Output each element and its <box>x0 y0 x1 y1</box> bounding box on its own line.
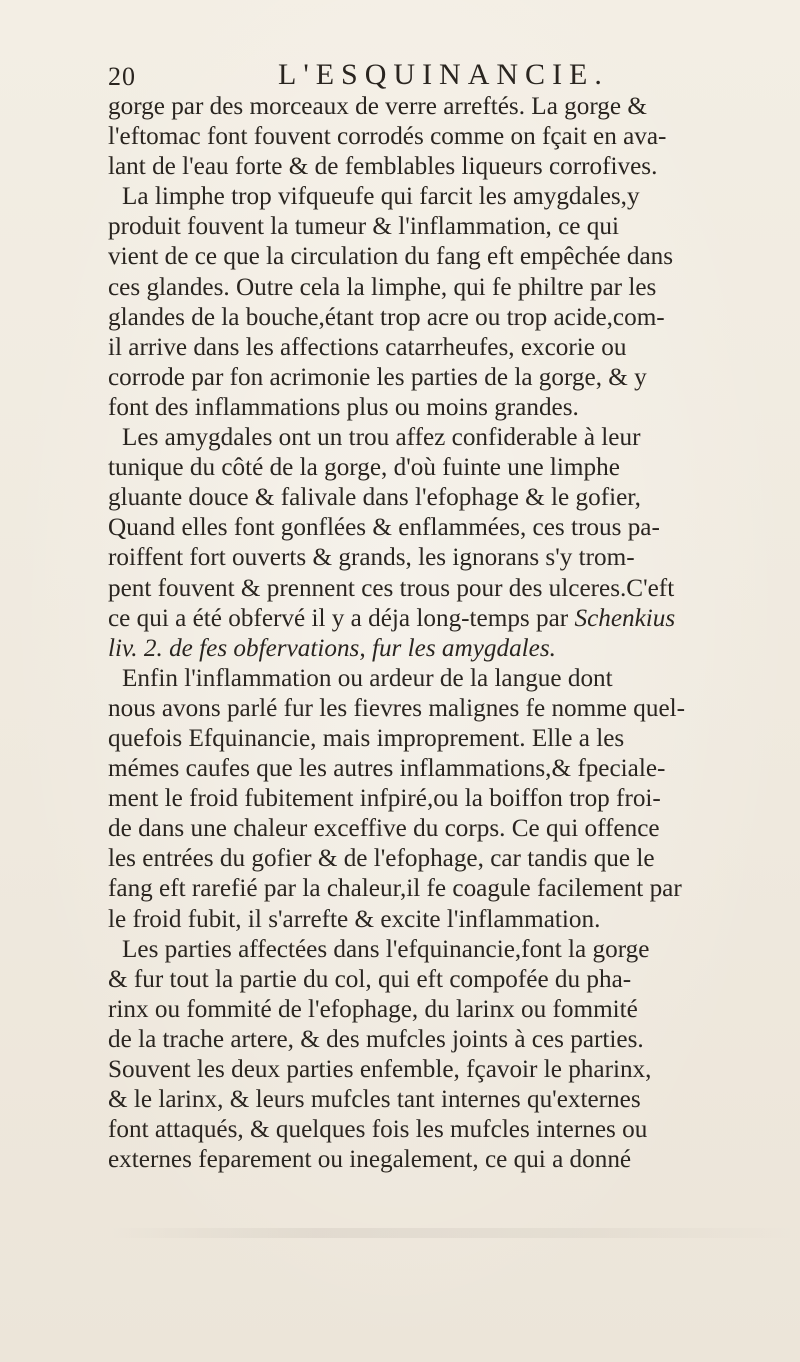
text-line <box>108 92 798 122</box>
text-line-content: fang eft rarefié par la chaleur,il fe coagule facilement par <box>108 875 682 903</box>
text-line-content: le froid fubit, il s'arrefte & excite l'inflammation. <box>108 905 601 933</box>
text-line <box>108 1055 798 1085</box>
text-line-content: & fur tout la partie du col, qui eft compofée du pha- <box>108 965 632 993</box>
text-line <box>108 1145 798 1175</box>
text-line <box>108 152 798 182</box>
text-line-content: Les parties affectées dans l'efquinancie,font la gorge <box>122 935 650 963</box>
text-line-content: tunique du côté de la gorge, d'où fuinte une limphe <box>108 454 620 482</box>
text-line <box>108 483 798 513</box>
text-line-content: rinx ou fommité de l'efophage, du larinx ou fommité <box>108 995 638 1023</box>
text-line <box>108 1115 798 1145</box>
text-line-content: ce qui a été obfervé il y a déja long-temps par <box>108 604 575 632</box>
text-line <box>108 182 798 212</box>
text-line-content: font des inflammations plus ou moins grandes. <box>108 393 579 421</box>
text-line <box>108 784 798 814</box>
text-line <box>108 333 798 363</box>
text-line <box>108 935 798 965</box>
text-line-content: nous avons parlé fur les fievres malignes fe nomme quel- <box>108 694 686 722</box>
text-line-content: Souvent les deux parties enfemble, fçavoir le pharinx, <box>108 1056 652 1083</box>
text-line-content: lant de l'eau forte & de femblables liqueurs corrofives. <box>108 153 658 181</box>
text-line-content: ment le froid fubitement infpiré,ou la boiffon trop froi- <box>108 785 661 813</box>
text-line-content: roiffent fort ouverts & grands, les ignorans s'y trom- <box>108 544 635 572</box>
text-line <box>108 242 798 272</box>
text-line <box>108 905 798 935</box>
text-line <box>108 543 798 573</box>
italic-reference: liv. 2. de fes obfervations, fur les amygdales. <box>108 634 556 662</box>
text-line-content: pent fouvent & prennent ces trous pour des ulceres.C'eft <box>108 574 675 602</box>
page-number: 20 <box>108 62 136 91</box>
text-line <box>108 1085 798 1115</box>
text-line-content: La limphe trop vifqueufe qui farcit les amygdales,y <box>122 183 640 211</box>
text-line-content: de dans une chaleur exceffive du corps. Ce qui offence <box>108 815 660 843</box>
body-text <box>108 92 798 1175</box>
text-line-content: externes feparement ou inegalement, ce qui a donné <box>108 1146 632 1174</box>
text-line-content: l'eftomac font fouvent corrodés comme on fçait en ava- <box>108 123 667 151</box>
text-line <box>108 513 798 543</box>
text-line <box>108 754 798 784</box>
text-line-content: gorge par des morceaux de verre arreftés. La gorge & <box>108 93 647 120</box>
text-line <box>108 874 798 904</box>
text-line <box>108 363 798 393</box>
text-line <box>108 634 798 664</box>
text-line <box>108 212 798 242</box>
text-line-content: font attaqués, & quelques fois les mufcles internes ou <box>108 1116 648 1144</box>
text-line <box>108 965 798 995</box>
text-line-content: corrode par fon acrimonie les parties de la gorge, & y <box>108 363 647 391</box>
text-line <box>108 724 798 754</box>
text-line-content: glandes de la bouche,étant trop acre ou trop acide,com- <box>108 303 665 331</box>
text-line <box>108 604 798 634</box>
text-line-content: de la trache artere, & des mufcles joints à ces parties. <box>108 1025 644 1053</box>
text-line-content: ces glandes. Outre cela la limphe, qui fe philtre par les <box>108 273 657 301</box>
text-line-content: gluante douce & falivale dans l'efophage & le gofier, <box>108 484 641 512</box>
text-line <box>108 453 798 483</box>
text-line-content: les entrées du gofier & de l'efophage, car tandis que le <box>108 845 655 873</box>
text-line-content: quefois Efquinancie, mais improprement. Elle a les <box>108 724 625 752</box>
running-title: L'ESQUINANCIE. <box>278 58 609 91</box>
text-line <box>108 423 798 453</box>
text-line-content: Enfin l'inflammation ou ardeur de la langue dont <box>122 664 613 692</box>
text-line <box>108 574 798 604</box>
text-line-content: vient de ce que la circulation du fang eft empêchée dans <box>108 243 674 271</box>
text-line <box>108 694 798 724</box>
text-line <box>108 995 798 1025</box>
text-line <box>108 303 798 333</box>
text-line-content: Quand elles font gonflées & enflammées, ces trous pa- <box>108 514 660 542</box>
italic-reference: Schenkius <box>574 604 676 632</box>
text-line <box>108 814 798 844</box>
text-line-content: Les amygdales ont un trou affez confiderable à leur <box>122 424 641 452</box>
text-line <box>108 1025 798 1055</box>
text-line <box>108 393 798 423</box>
page-bottom-shadow <box>108 1228 798 1238</box>
text-line <box>108 122 798 152</box>
text-line-content: & le larinx, & leurs mufcles tant internes qu'externes <box>108 1086 641 1114</box>
text-line-content: mémes caufes que les autres inflammations,& fpeciale- <box>108 755 666 783</box>
text-line-content: il arrive dans les affections catarrheufes, excorie ou <box>108 333 627 361</box>
text-line-content: produit fouvent la tumeur & l'inflammation, ce qui <box>108 213 619 241</box>
text-line <box>108 844 798 874</box>
text-line <box>108 664 798 694</box>
text-line <box>108 273 798 303</box>
